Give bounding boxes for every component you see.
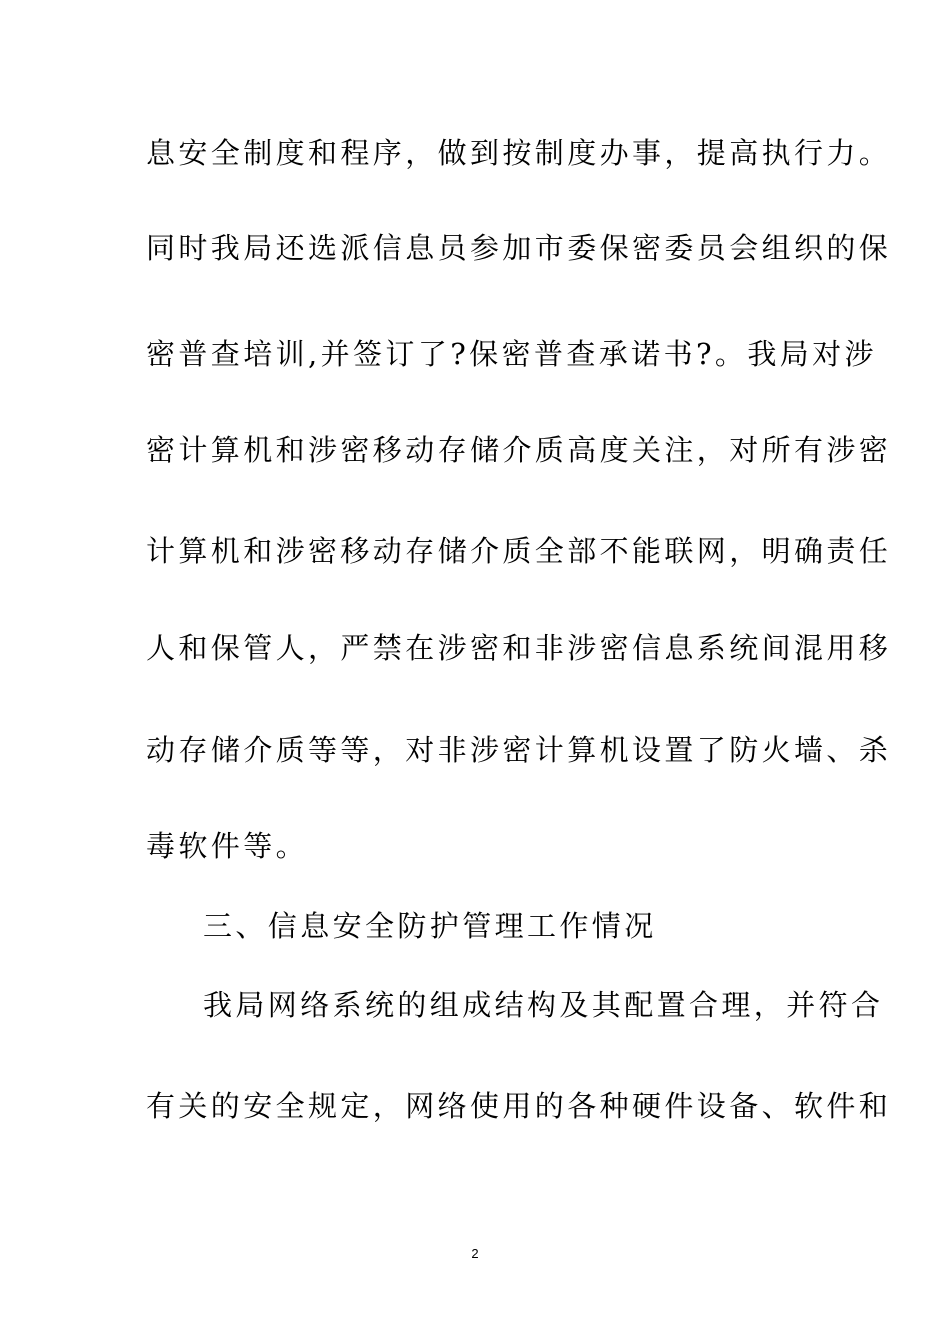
body-text-line-8: 毒软件等。 [146, 829, 309, 863]
body-text-line-7: 动存储介质等等，对非涉密计算机设置了防火墙、杀 [146, 733, 892, 767]
body-text-line-1: 息安全制度和程序，做到按制度办事，提高执行力。 [146, 136, 892, 170]
body-text-line-6: 人和保管人，严禁在涉密和非涉密信息系统间混用移 [146, 631, 892, 665]
section-heading: 三、信息安全防护管理工作情况 [203, 909, 657, 943]
body-text-line-2: 同时我局还选派信息员参加市委保密委员会组织的保 [146, 231, 892, 265]
body-text-line-4: 密计算机和涉密移动存储介质高度关注，对所有涉密 [146, 433, 892, 467]
body-text-line-5: 计算机和涉密移动存储介质全部不能联网，明确责任 [146, 534, 892, 568]
body-text-line-3: 密普查培训,并签订了?保密普查承诺书?。我局对涉 [146, 337, 877, 371]
body-text-line-9: 我局网络系统的组成结构及其配置合理，并符合 [203, 988, 884, 1022]
page-number: 2 [471, 1246, 479, 1261]
body-text-line-10: 有关的安全规定，网络使用的各种硬件设备、软件和 [146, 1089, 892, 1123]
